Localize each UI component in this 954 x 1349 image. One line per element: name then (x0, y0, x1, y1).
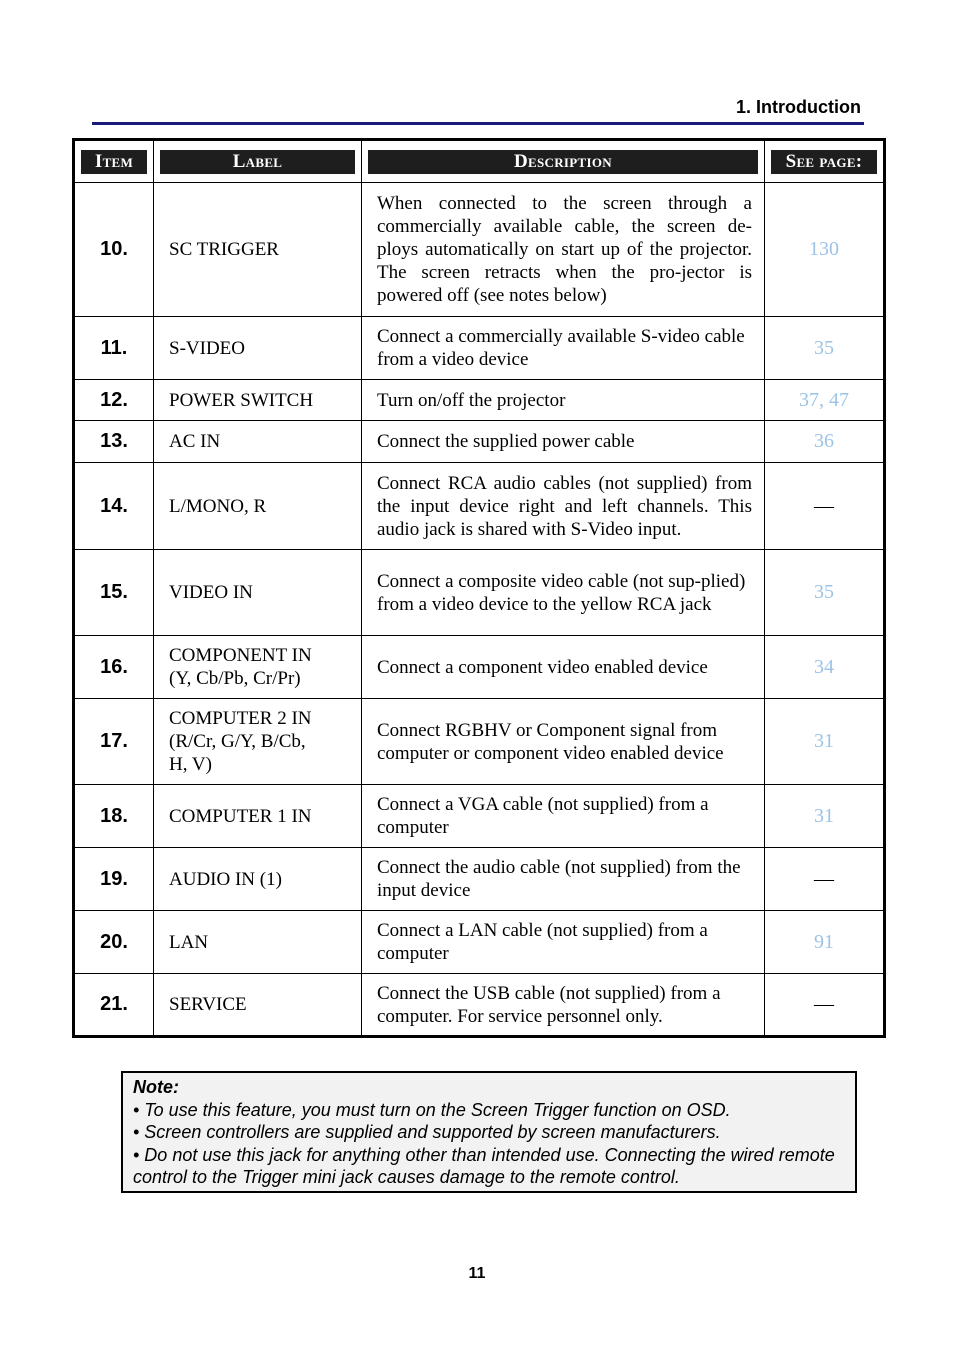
page-reference-link[interactable]: 130 (765, 183, 885, 317)
table-header-row (74, 140, 885, 183)
connector-label (154, 848, 362, 911)
table-row (74, 183, 885, 317)
item-number: 14. (74, 463, 154, 550)
page-reference-link[interactable]: 34 (765, 636, 885, 699)
table-row (74, 317, 885, 380)
connector-table (72, 138, 886, 1038)
item-number: 21. (74, 974, 154, 1037)
label-line: AUDIO IN (1) (169, 868, 282, 890)
table-row (74, 785, 885, 848)
connector-description: Connect the audio cable (not supplied) from the input device (362, 848, 765, 911)
label-line: L/MONO, R (169, 495, 267, 517)
item-number: 19. (74, 848, 154, 911)
page-reference-link[interactable]: 31 (765, 785, 885, 848)
connector-description: Connect a component video enabled device (362, 636, 765, 699)
label-line: COMPUTER 1 IN (169, 805, 312, 827)
label-line: S-VIDEO (169, 337, 245, 359)
connector-description: Connect a commercially available S-video cable from a video device (362, 317, 765, 380)
note-box (121, 1071, 857, 1193)
label-line: AC IN (169, 431, 221, 452)
table-row (74, 699, 885, 785)
item-number: 20. (74, 911, 154, 974)
item-number: 12. (74, 380, 154, 421)
page-reference-none: — (765, 848, 885, 911)
connector-label (154, 183, 362, 317)
connector-label (154, 785, 362, 848)
connector-label (154, 974, 362, 1037)
page-reference-link[interactable]: 35 (765, 550, 885, 636)
column-header-item: Item (81, 150, 147, 174)
label-line: (R/Cr, G/Y, B/Cb, (169, 731, 306, 752)
table-row (74, 463, 885, 550)
page-reference-link[interactable]: 35 (765, 317, 885, 380)
connector-label (154, 550, 362, 636)
label-line: LAN (169, 931, 209, 953)
connector-description: When connected to the screen through a commercially available cable, the screen de-ploys automatically on start up of the projector. The screen retracts when the pro-jector is powered off (see notes below) (362, 183, 765, 317)
table-row (74, 550, 885, 636)
connector-description: Connect a composite video cable (not sup-plied) from a video device to the yellow RCA jack (362, 550, 765, 636)
item-number: 17. (74, 699, 154, 785)
table-row (74, 974, 885, 1037)
table-row (74, 380, 885, 421)
connector-description: Connect a LAN cable (not supplied) from a computer (362, 911, 765, 974)
table-row (74, 636, 885, 699)
connector-description: Connect the USB cable (not supplied) from a computer. For service personnel only. (362, 974, 765, 1037)
section-title: 1. Introduction (736, 97, 861, 117)
page-number: 11 (468, 1265, 486, 1282)
connector-label (154, 380, 362, 421)
label-line: SC TRIGGER (169, 239, 279, 260)
connector-description: Connect the supplied power cable (362, 421, 765, 463)
connector-label (154, 317, 362, 380)
page-reference-none: — (765, 974, 885, 1037)
connector-label (154, 699, 362, 785)
page-reference-link[interactable]: 37, 47 (765, 380, 885, 421)
table-row (74, 848, 885, 911)
connector-label (154, 463, 362, 550)
connector-label (154, 421, 362, 463)
label-line: COMPONENT IN (169, 645, 312, 666)
table-row (74, 911, 885, 974)
table-body (74, 183, 885, 1037)
column-header-label: Label (160, 150, 355, 174)
page-reference-link[interactable]: 36 (765, 421, 885, 463)
page-reference-link[interactable]: 91 (765, 911, 885, 974)
label-line: VIDEO IN (169, 582, 253, 603)
page-reference-link[interactable]: 31 (765, 699, 885, 785)
item-number: 16. (74, 636, 154, 699)
item-number: 11. (74, 317, 154, 380)
note-bullet: • Screen controllers are supplied and supported by screen manufacturers. (133, 1122, 721, 1142)
label-line: COMPUTER 2 IN (169, 708, 312, 729)
label-line: (Y, Cb/Pb, Cr/Pr) (169, 668, 301, 689)
item-number: 18. (74, 785, 154, 848)
note-title: Note: (133, 1077, 179, 1097)
note-bullet: • To use this feature, you must turn on the Screen Trigger function on OSD. (133, 1099, 731, 1120)
connector-description: Connect RCA audio cables (not supplied) from the input device right and left channels. This audio jack is shared with S-Video input. (362, 463, 765, 550)
connector-label (154, 636, 362, 699)
item-number: 15. (74, 550, 154, 636)
note-bullet: • Do not use this jack for anything other than intended use. Connecting the wired remote control to the Trigger mini jack causes damage to the remote control. (133, 1144, 835, 1187)
item-number: 13. (74, 421, 154, 463)
label-line: POWER SWITCH (169, 389, 314, 411)
connector-description: Connect RGBHV or Component signal from computer or component video enabled device (362, 699, 765, 785)
column-header-see-page: See page: (771, 150, 877, 174)
connector-description: Connect a VGA cable (not supplied) from a computer (362, 785, 765, 848)
column-header-description: Description (368, 150, 758, 174)
item-number: 10. (74, 183, 154, 317)
label-line: SERVICE (169, 994, 247, 1015)
label-line: H, V) (169, 754, 212, 775)
table-row (74, 421, 885, 463)
page-reference-none: — (765, 463, 885, 550)
connector-label (154, 911, 362, 974)
header-rule (92, 122, 864, 125)
connector-description: Turn on/off the projector (362, 380, 765, 421)
